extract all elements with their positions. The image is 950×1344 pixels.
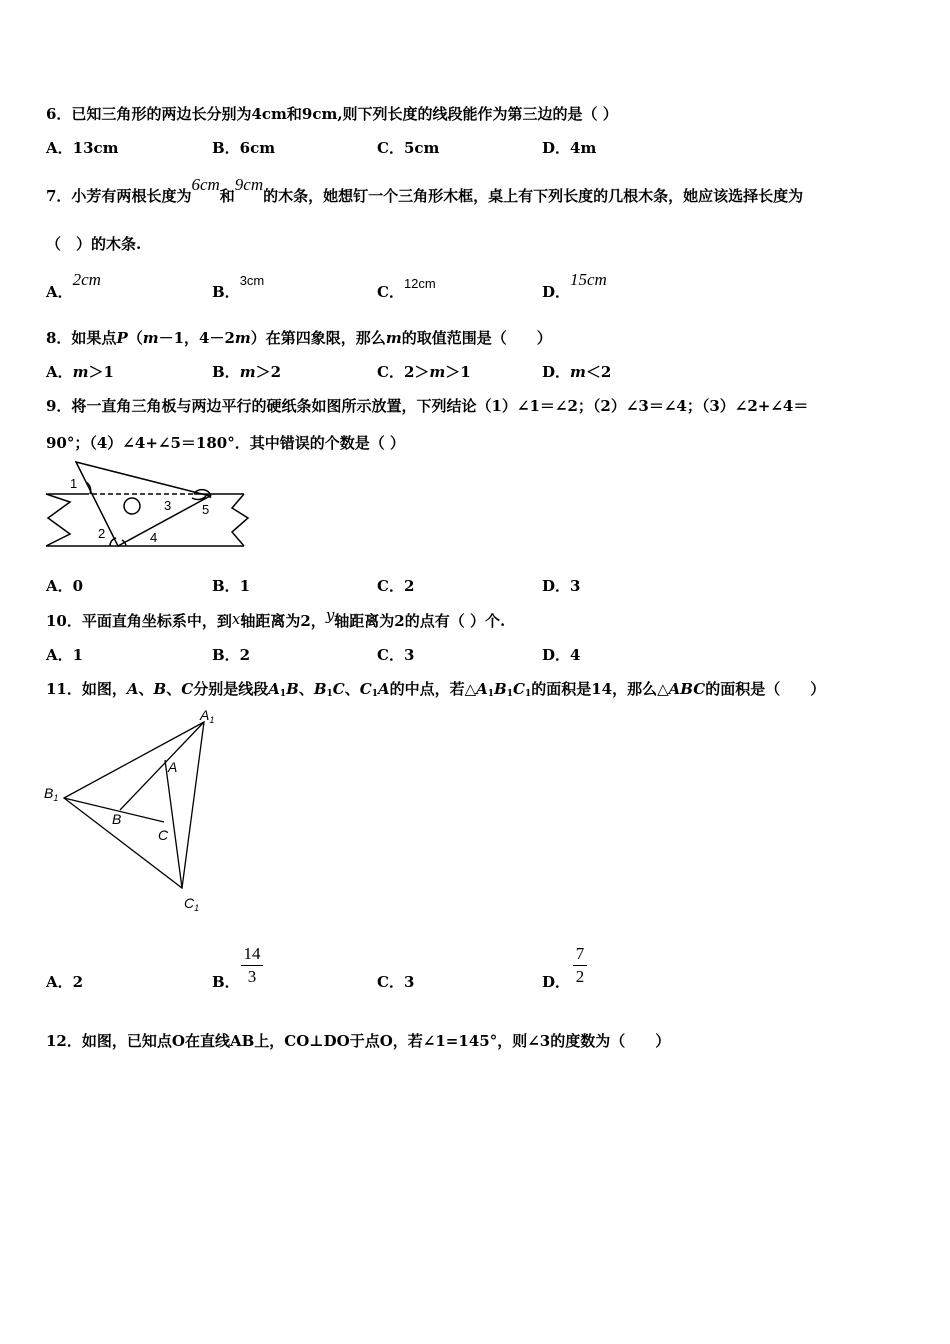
q6-stem: 6．已知三角形的两边长分别为4cm和9cm,则下列长度的线段能作为第三边的是（ ）	[46, 105, 618, 123]
q11-stem: 11．如图，A、B、C分别是线段$A_1B$、$B_1C$、$C_1A$的中点，若$\triangle A_1B_1C_1$的面积是14，那么△ABC的面积是（ ）	[46, 680, 826, 699]
q7-option-d: D．15cm	[542, 270, 607, 301]
q8-option-a: A．m＞1	[46, 363, 114, 381]
q7-option-a: A．2cm	[46, 270, 101, 301]
label-angle-5: 5	[202, 502, 210, 517]
triangle-a1b1c1	[64, 722, 204, 888]
q6-option-c: C．5cm	[377, 139, 440, 157]
q8-stem: 8．如果点P（m－1，4－2m）在第四象限，那么m的取值范围是（ ）	[46, 329, 552, 347]
q7-stem-cont: （ ）的木条.	[46, 235, 142, 253]
segment-a1-b	[120, 722, 204, 810]
q9-stem-line2: 90°；（4）∠4+∠5＝180°．其中错误的个数是（ ）	[46, 434, 405, 452]
q10-option-d: D．4	[542, 646, 581, 664]
q9-option-d: D．3	[542, 577, 581, 595]
q8-option-b: B．m＞2	[212, 363, 281, 381]
q11-option-c: C．3	[377, 973, 415, 991]
q12-stem: 12．如图，已知点O在直线AB上，CO⊥DO于点O，若∠1=145°，则∠3的度数为（ ）	[46, 1032, 671, 1050]
q11-option-a: A．2	[46, 973, 84, 991]
q7-length-6cm: 6cm	[191, 175, 220, 194]
label-angle-4: 4	[150, 530, 158, 545]
q6-option-d: D．4m	[542, 139, 597, 157]
q7-stem: 7．小芳有两根长度为6cm和9cm的木条，她想钉一个三角形木框，桌上有下列长度的几根木条，她应该选择长度为	[46, 175, 804, 205]
q9-figure	[44, 458, 250, 550]
set-square-triangle	[76, 462, 210, 546]
label-angle-3: 3	[164, 498, 172, 513]
q10-option-b: B．2	[212, 646, 251, 664]
label-b1: $B_1$	[44, 785, 59, 803]
q11-option-d-fraction: 7 2	[573, 944, 587, 987]
q11-option-b-letter: B．	[212, 973, 240, 991]
label-c1: $C_1$	[184, 895, 200, 913]
q10-stem: 10．平面直角坐标系中，到x轴距离为2，y轴距离为2的点有（ ）个.	[46, 606, 506, 630]
label-angle-1: 1	[70, 476, 78, 491]
segment-c1-a	[165, 760, 182, 888]
q6-option-a: A．13cm	[46, 139, 119, 157]
label-b: B	[112, 811, 122, 827]
strip-right-end	[232, 494, 248, 546]
q9-option-b: B．1	[212, 577, 251, 595]
q8-option-c: C．2＞m＞1	[377, 363, 471, 381]
q11-option-d-letter: D．	[542, 973, 571, 991]
q10-option-c: C．3	[377, 646, 415, 664]
q6-option-b: B．6cm	[212, 139, 276, 157]
q10-option-a: A．1	[46, 646, 84, 664]
set-square-hole	[124, 498, 140, 514]
q7-length-9cm: 9cm	[234, 175, 264, 194]
label-angle-2: 2	[98, 526, 106, 541]
q9-option-a: A．0	[46, 577, 84, 595]
q11-figure	[40, 702, 230, 916]
q7-option-b: B．3cm	[212, 273, 265, 301]
label-a: A	[168, 759, 178, 775]
q9-option-c: C．2	[377, 577, 415, 595]
label-c: C	[158, 827, 169, 843]
q9-stem-line1: 9．将一直角三角板与两边平行的硬纸条如图所示放置，下列结论（1）∠1＝∠2；（2）∠3＝∠4；（3）∠2+∠4＝	[46, 397, 809, 415]
label-a1: $A_1$	[200, 707, 215, 725]
q8-option-d: D．m＜2	[542, 363, 612, 381]
q7-option-c: C．12cm	[377, 276, 436, 301]
q11-option-b-fraction: 14 3	[241, 944, 263, 987]
strip-left-end	[46, 494, 70, 546]
